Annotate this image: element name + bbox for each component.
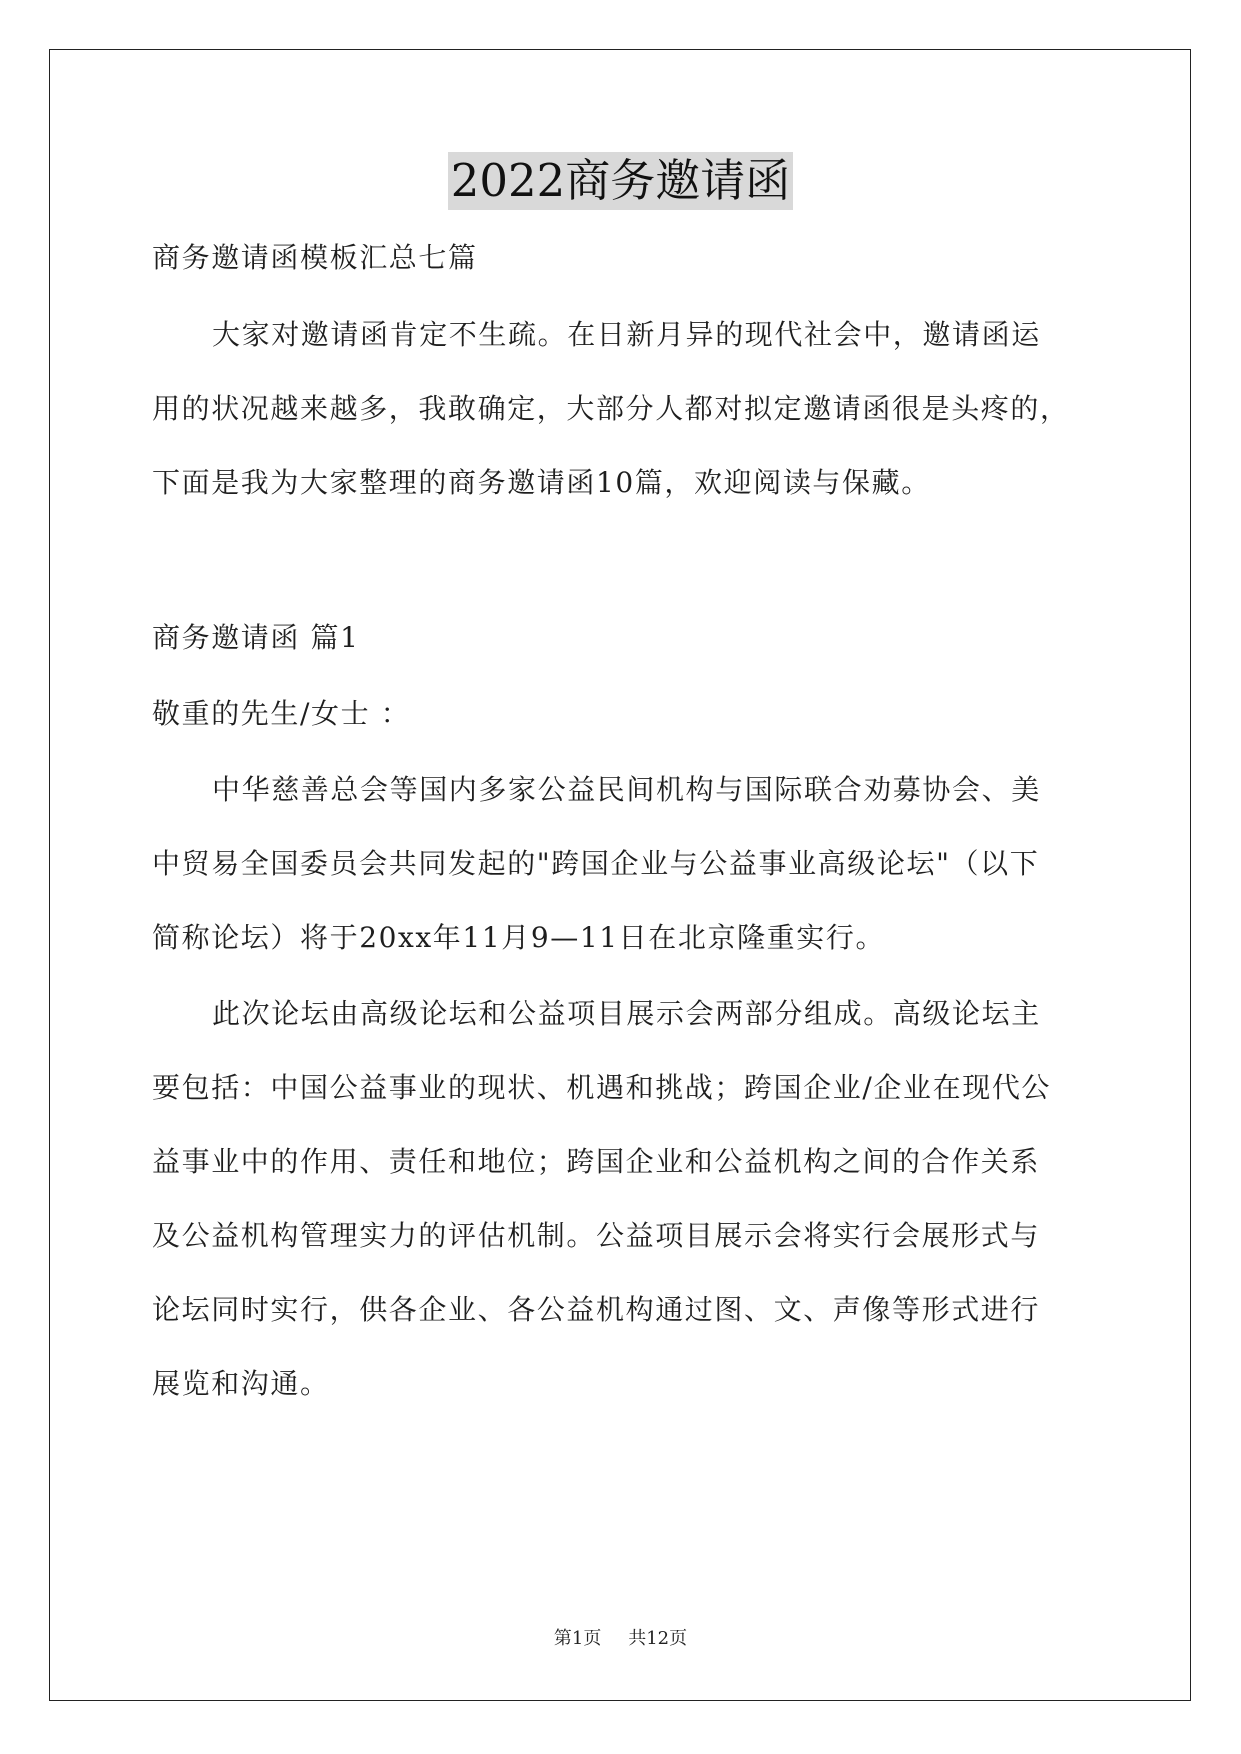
document-subtitle: 商务邀请函模板汇总七篇 xyxy=(152,241,478,274)
paragraph2-line-3: 益事业中的作用、责任和地位；跨国企业和公益机构之间的合作关系 xyxy=(152,1145,1041,1178)
paragraph1-line-2: 中贸易全国委员会共同发起的"跨国企业与公益事业高级论坛"（以下 xyxy=(152,847,1040,880)
document-title: 2022商务邀请函 xyxy=(448,152,794,210)
section-heading: 商务邀请函 篇1 xyxy=(152,621,360,654)
page-total: 共12页 xyxy=(628,1628,688,1649)
intro-line-1: 大家对邀请函肯定不生疏。在日新月异的现代社会中，邀请函运 xyxy=(212,318,1041,351)
paragraph1-line-3: 简称论坛）将于20xx年11月9—11日在北京隆重实行。 xyxy=(152,921,886,954)
salutation: 敬重的先生/女士 ： xyxy=(152,697,411,730)
paragraph2-line-5: 论坛同时实行，供各企业、各公益机构通过图、文、声像等形式进行 xyxy=(152,1293,1041,1326)
paragraph1-line-1: 中华慈善总会等国内多家公益民间机构与国际联合劝募协会、美 xyxy=(212,773,1041,806)
paragraph2-line-2: 要包括：中国公益事业的现状、机遇和挑战；跨国企业/企业在现代公 xyxy=(152,1071,1052,1104)
paragraph2-line-1: 此次论坛由高级论坛和公益项目展示会两部分组成。高级论坛主 xyxy=(212,997,1041,1030)
page-footer xyxy=(0,1627,1241,1651)
paragraph2-line-6: 展览和沟通。 xyxy=(152,1367,330,1400)
intro-line-2: 用的状况越来越多，我敢确定，大部分人都对拟定邀请函很是头疼的， xyxy=(152,392,1070,425)
intro-line-3: 下面是我为大家整理的商务邀请函10篇，欢迎阅读与保藏。 xyxy=(152,466,931,499)
paragraph2-line-4: 及公益机构管理实力的评估机制。公益项目展示会将实行会展形式与 xyxy=(152,1219,1041,1252)
title-wrapper xyxy=(0,152,1241,210)
page-number: 第1页 xyxy=(553,1628,602,1649)
